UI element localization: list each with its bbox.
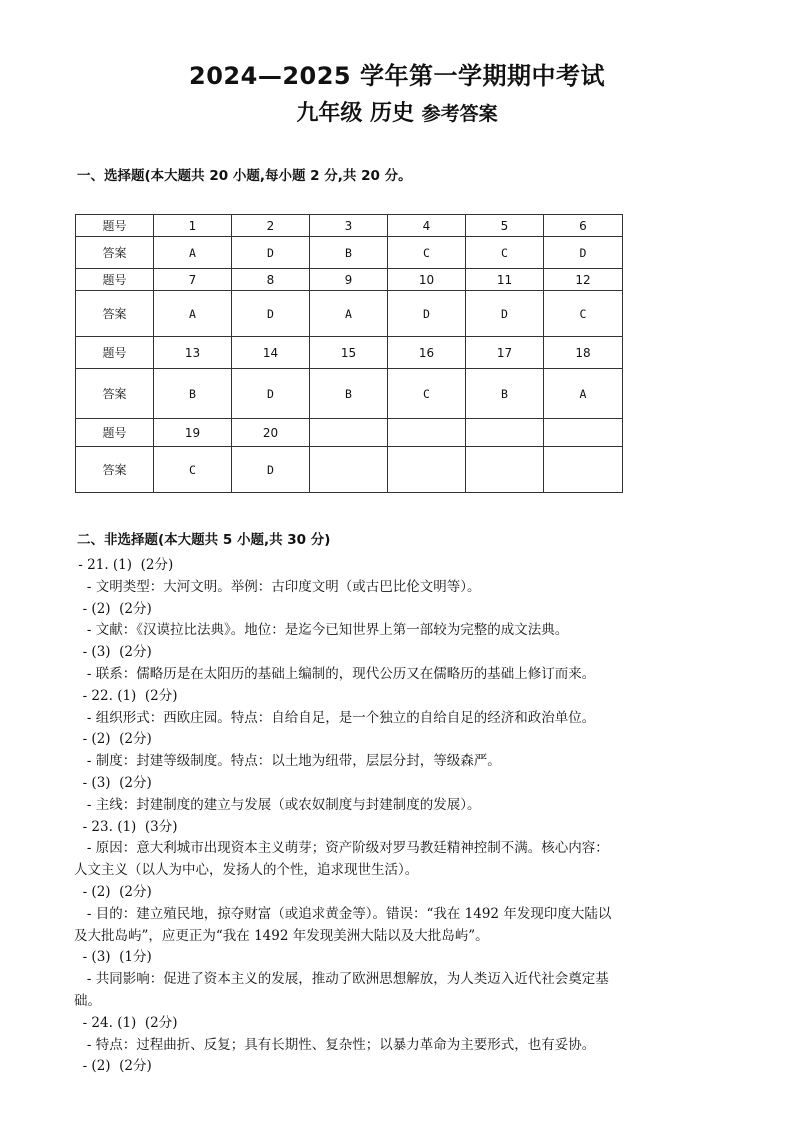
answer-line: - 主线：封建制度的建立与发展（或农奴制度与封建制度的发展）。 [74, 796, 481, 813]
question-number-cell: 3 [310, 215, 388, 237]
section-2-answers [74, 555, 719, 1078]
row-label-question-number: 题号 [76, 215, 154, 237]
answer-line: - 组织形式：西欧庄园。特点：自给自足，是一个独立的自给自足的经济和政治单位。 [74, 709, 596, 726]
multiple-choice-answer-table [75, 214, 623, 493]
answer-cell: D [232, 447, 310, 493]
answer-cell: A [310, 291, 388, 337]
answer-cell: C [154, 447, 232, 493]
answer-cell: A [544, 369, 623, 419]
answer-key-label: 参考答案 [421, 103, 498, 125]
question-number-cell: 12 [544, 269, 623, 291]
answer-cell: B [154, 369, 232, 419]
answer-cell: B [310, 369, 388, 419]
question-number-cell [544, 419, 623, 447]
answer-line: - 共同影响：促进了资本主义的发展，推动了欧洲思想解放，为人类迈入近代社会奠定基 [74, 971, 609, 988]
section-2-heading: 二、非选择题(本大题共 5 小题,共 30 分) [77, 532, 331, 548]
answer-line: - 22. (1) (2分) [74, 687, 178, 704]
row-label-answer: 答案 [76, 237, 154, 269]
question-number-cell: 18 [544, 337, 623, 369]
row-label-answer: 答案 [76, 291, 154, 337]
answer-line: - (3) (1分) [74, 949, 152, 966]
answer-line: - 文明类型：大河文明。举例：古印度文明（或古巴比伦文明等）。 [74, 578, 481, 595]
answer-cell: D [232, 369, 310, 419]
answer-row [76, 237, 623, 269]
answer-line: - (2) (2分) [74, 1058, 152, 1075]
exam-title: 2024—2025 学年第一学期期中考试 [189, 62, 605, 90]
row-label-answer: 答案 [76, 369, 154, 419]
question-number-cell: 7 [154, 269, 232, 291]
section-1-heading: 一、选择题(本大题共 20 小题,每小题 2 分,共 20 分。 [77, 168, 412, 184]
question-number-cell: 13 [154, 337, 232, 369]
answer-cell: B [466, 369, 544, 419]
answer-cell [544, 447, 623, 493]
answer-cell: D [232, 237, 310, 269]
row-label-question-number: 题号 [76, 269, 154, 291]
question-number-row [76, 269, 623, 291]
question-number-cell: 19 [154, 419, 232, 447]
question-number-cell [466, 419, 544, 447]
answer-cell: D [232, 291, 310, 337]
answer-line: - (3) (2分) [74, 644, 152, 661]
question-number-cell [388, 419, 466, 447]
answer-line: 及大批岛屿”，应更正为“我在 1492 年发现美洲大陆以及大批岛屿”。 [74, 927, 489, 944]
question-number-row [76, 419, 623, 447]
answer-cell [388, 447, 466, 493]
question-number-cell: 6 [544, 215, 623, 237]
answer-line: - 特点：过程曲折、反复；具有长期性、复杂性；以暴力革命为主要形式，也有妥协。 [74, 1036, 596, 1053]
answer-cell: C [388, 369, 466, 419]
question-number-cell: 1 [154, 215, 232, 237]
row-label-question-number: 题号 [76, 419, 154, 447]
answer-line: - 目的：建立殖民地，掠夺财富（或追求黄金等）。错误：“我在 1492 年发现印度大陆以 [74, 905, 612, 922]
question-number-cell: 9 [310, 269, 388, 291]
question-number-cell: 14 [232, 337, 310, 369]
answer-cell [466, 447, 544, 493]
row-label-question-number: 题号 [76, 337, 154, 369]
subject-title [0, 96, 794, 127]
question-number-cell: 4 [388, 215, 466, 237]
answer-cell: C [388, 237, 466, 269]
question-number-cell: 2 [232, 215, 310, 237]
subject-name: 九年级 历史 [296, 101, 414, 126]
question-number-cell: 11 [466, 269, 544, 291]
answer-cell: D [544, 237, 623, 269]
answer-cell: C [466, 237, 544, 269]
answer-line: - 联系：儒略历是在太阳历的基础上编制的，现代公历又在儒略历的基础上修订而来。 [74, 665, 596, 682]
answer-line: - 制度：封建等级制度。特点：以土地为纽带，层层分封，等级森严。 [74, 753, 501, 770]
question-number-cell: 8 [232, 269, 310, 291]
answer-line: - 23. (1) (3分) [74, 818, 178, 835]
answer-row [76, 369, 623, 419]
answer-cell [310, 447, 388, 493]
question-number-cell: 10 [388, 269, 466, 291]
answer-cell: D [388, 291, 466, 337]
answer-row [76, 447, 623, 493]
answer-cell: D [466, 291, 544, 337]
answer-line: 人文主义（以人为中心，发扬人的个性，追求现世生活）。 [74, 862, 419, 879]
answer-line: - 24. (1) (2分) [74, 1014, 178, 1031]
answer-line: 础。 [74, 992, 101, 1009]
question-number-cell: 17 [466, 337, 544, 369]
row-label-answer: 答案 [76, 447, 154, 493]
question-number-row [76, 337, 623, 369]
answer-line: - 文献：《汉谟拉比法典》。地位：是迄今已知世界上第一部较为完整的成文法典。 [74, 622, 569, 639]
answer-line: - 21. (1) (2分) [74, 557, 174, 573]
question-number-cell [310, 419, 388, 447]
answer-cell: B [310, 237, 388, 269]
question-number-cell: 15 [310, 337, 388, 369]
answer-row [76, 291, 623, 337]
answer-line: - (2) (2分) [74, 731, 152, 748]
answer-line: - (2) (2分) [74, 883, 152, 900]
answer-cell: A [154, 291, 232, 337]
question-number-cell: 16 [388, 337, 466, 369]
answer-line: - 原因：意大利城市出现资本主义萌芽；资产阶级对罗马教廷精神控制不满。核心内容： [74, 840, 609, 857]
question-number-row [76, 215, 623, 237]
question-number-cell: 20 [232, 419, 310, 447]
answer-cell: C [544, 291, 623, 337]
question-number-cell: 5 [466, 215, 544, 237]
answer-cell: A [154, 237, 232, 269]
answer-line: - (3) (2分) [74, 774, 152, 791]
answer-line: - (2) (2分) [74, 600, 152, 617]
